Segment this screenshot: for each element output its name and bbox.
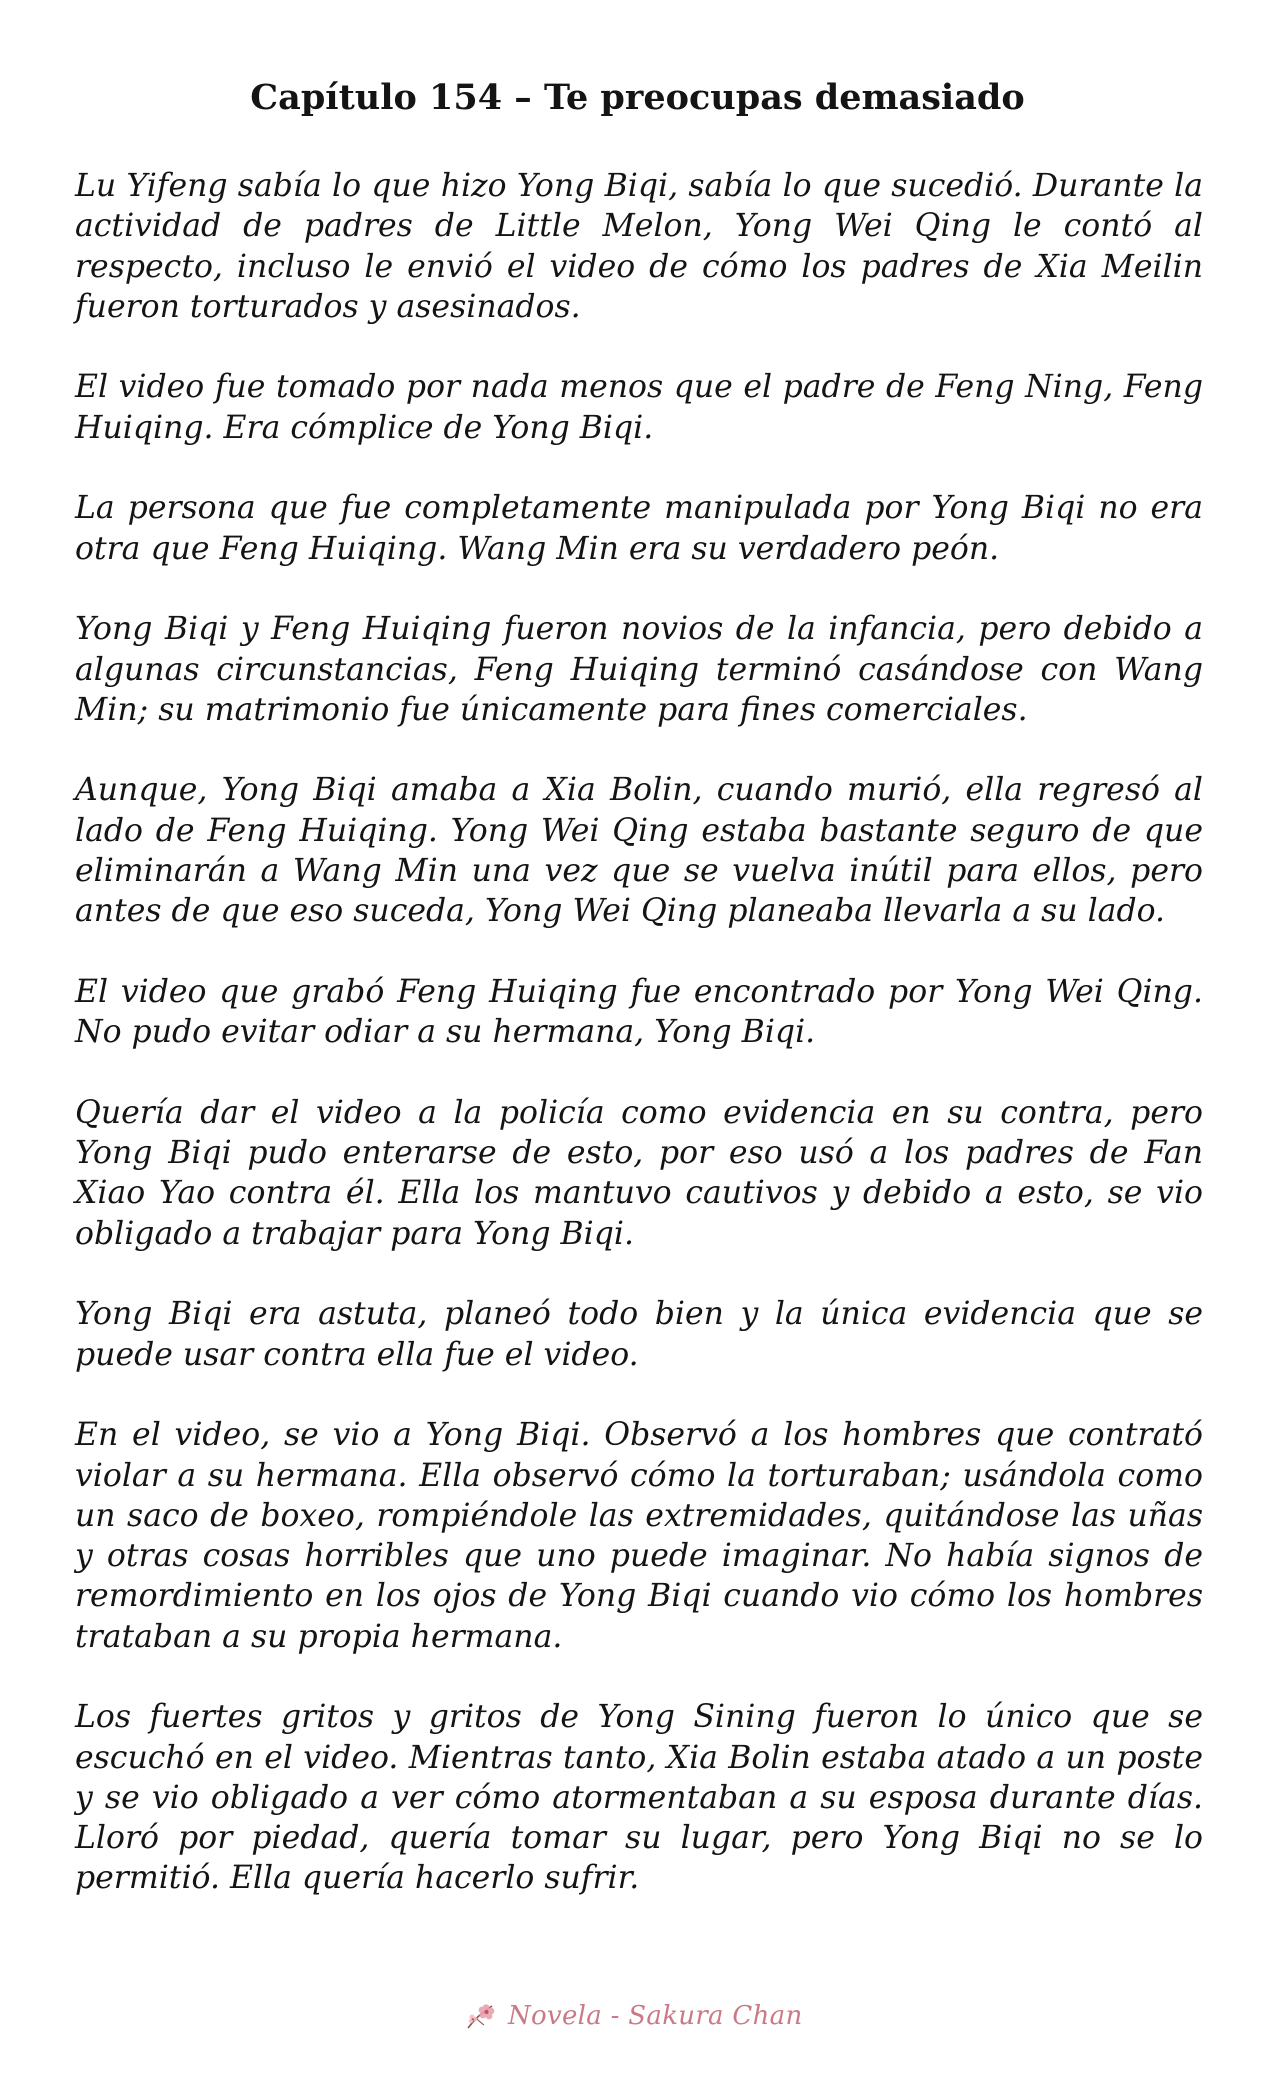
paragraph: Lu Yifeng sabía lo que hizo Yong Biqi, sabía lo que sucedió. Durante la actividad de padres de Little Melon, Yong Wei Qing le contó al respecto, incluso le envió el video de cómo los padres de Xia Meilin fueron torturados y asesinados. [75, 168, 1203, 325]
sakura-blossom-icon [462, 1998, 500, 2034]
paragraph: Quería dar el video a la policía como evidencia en su contra, pero Yong Biqi pudo enterarse de esto, por eso usó a los padres de Fan Xiao Yao contra él. Ella los mantuvo cautivos y debido a esto, se vio obligado a trabajar para Yong Biqi. [75, 1094, 1203, 1252]
paragraph: Los fuertes gritos y gritos de Yong Sining fueron lo único que se escuchó en el video. Mientras tanto, Xia Bolin estaba atado a un poste y se vio obligado a ver cómo atormentaban a su esposa durante días. Lloró por piedad, quería tomar su lugar, pero Yong Biqi no se lo permitió. Ella quería hacerlo sufrir. [75, 1699, 1203, 1897]
chapter-body [75, 166, 1203, 1899]
watermark [462, 1995, 803, 2037]
paragraph: El video fue tomado por nada menos que el padre de Feng Ning, Feng Huiqing. Era cómplice de Yong Biqi. [75, 369, 1203, 446]
paragraph: Yong Biqi y Feng Huiqing fueron novios de la infancia, pero debido a algunas circunstancias, Feng Huiqing terminó casándose con Wang Min; su matrimonio fue únicamente para fines comerciales. [75, 611, 1203, 728]
watermark-text: Novela - Sakura Chan [508, 2001, 803, 2031]
paragraph: Yong Biqi era astuta, planeó todo bien y la única evidencia que se puede usar contra ella fue el video. [75, 1296, 1203, 1373]
paragraph: Aunque, Yong Biqi amaba a Xia Bolin, cuando murió, ella regresó al lado de Feng Huiqing. Yong Wei Qing estaba bastante seguro de que eliminarán a Wang Min una vez que se vuelva inútil para ellos, pero antes de que eso suceda, Yong Wei Qing planeaba llevarla a su lado. [75, 772, 1203, 930]
chapter-title: Capítulo 154 – Te preocupas demasiado [250, 77, 1025, 118]
paragraph: La persona que fue completamente manipulada por Yong Biqi no era otra que Feng Huiqing. Wang Min era su verdadero peón. [75, 490, 1203, 567]
paragraph: El video que grabó Feng Huiqing fue encontrado por Yong Wei Qing. No pudo evitar odiar a su hermana, Yong Biqi. [75, 973, 1203, 1051]
paragraph: En el video, se vio a Yong Biqi. Observó a los hombres que contrató violar a su hermana. Ella observó cómo la torturaban; usándola como un saco de boxeo, rompiéndole las extremidades, quitándose las uñas y otras cosas horribles que uno puede imaginar. No había signos de remordimiento en los ojos de Yong Biqi cuando vio cómo los hombres trataban a su propia hermana. [75, 1417, 1203, 1655]
